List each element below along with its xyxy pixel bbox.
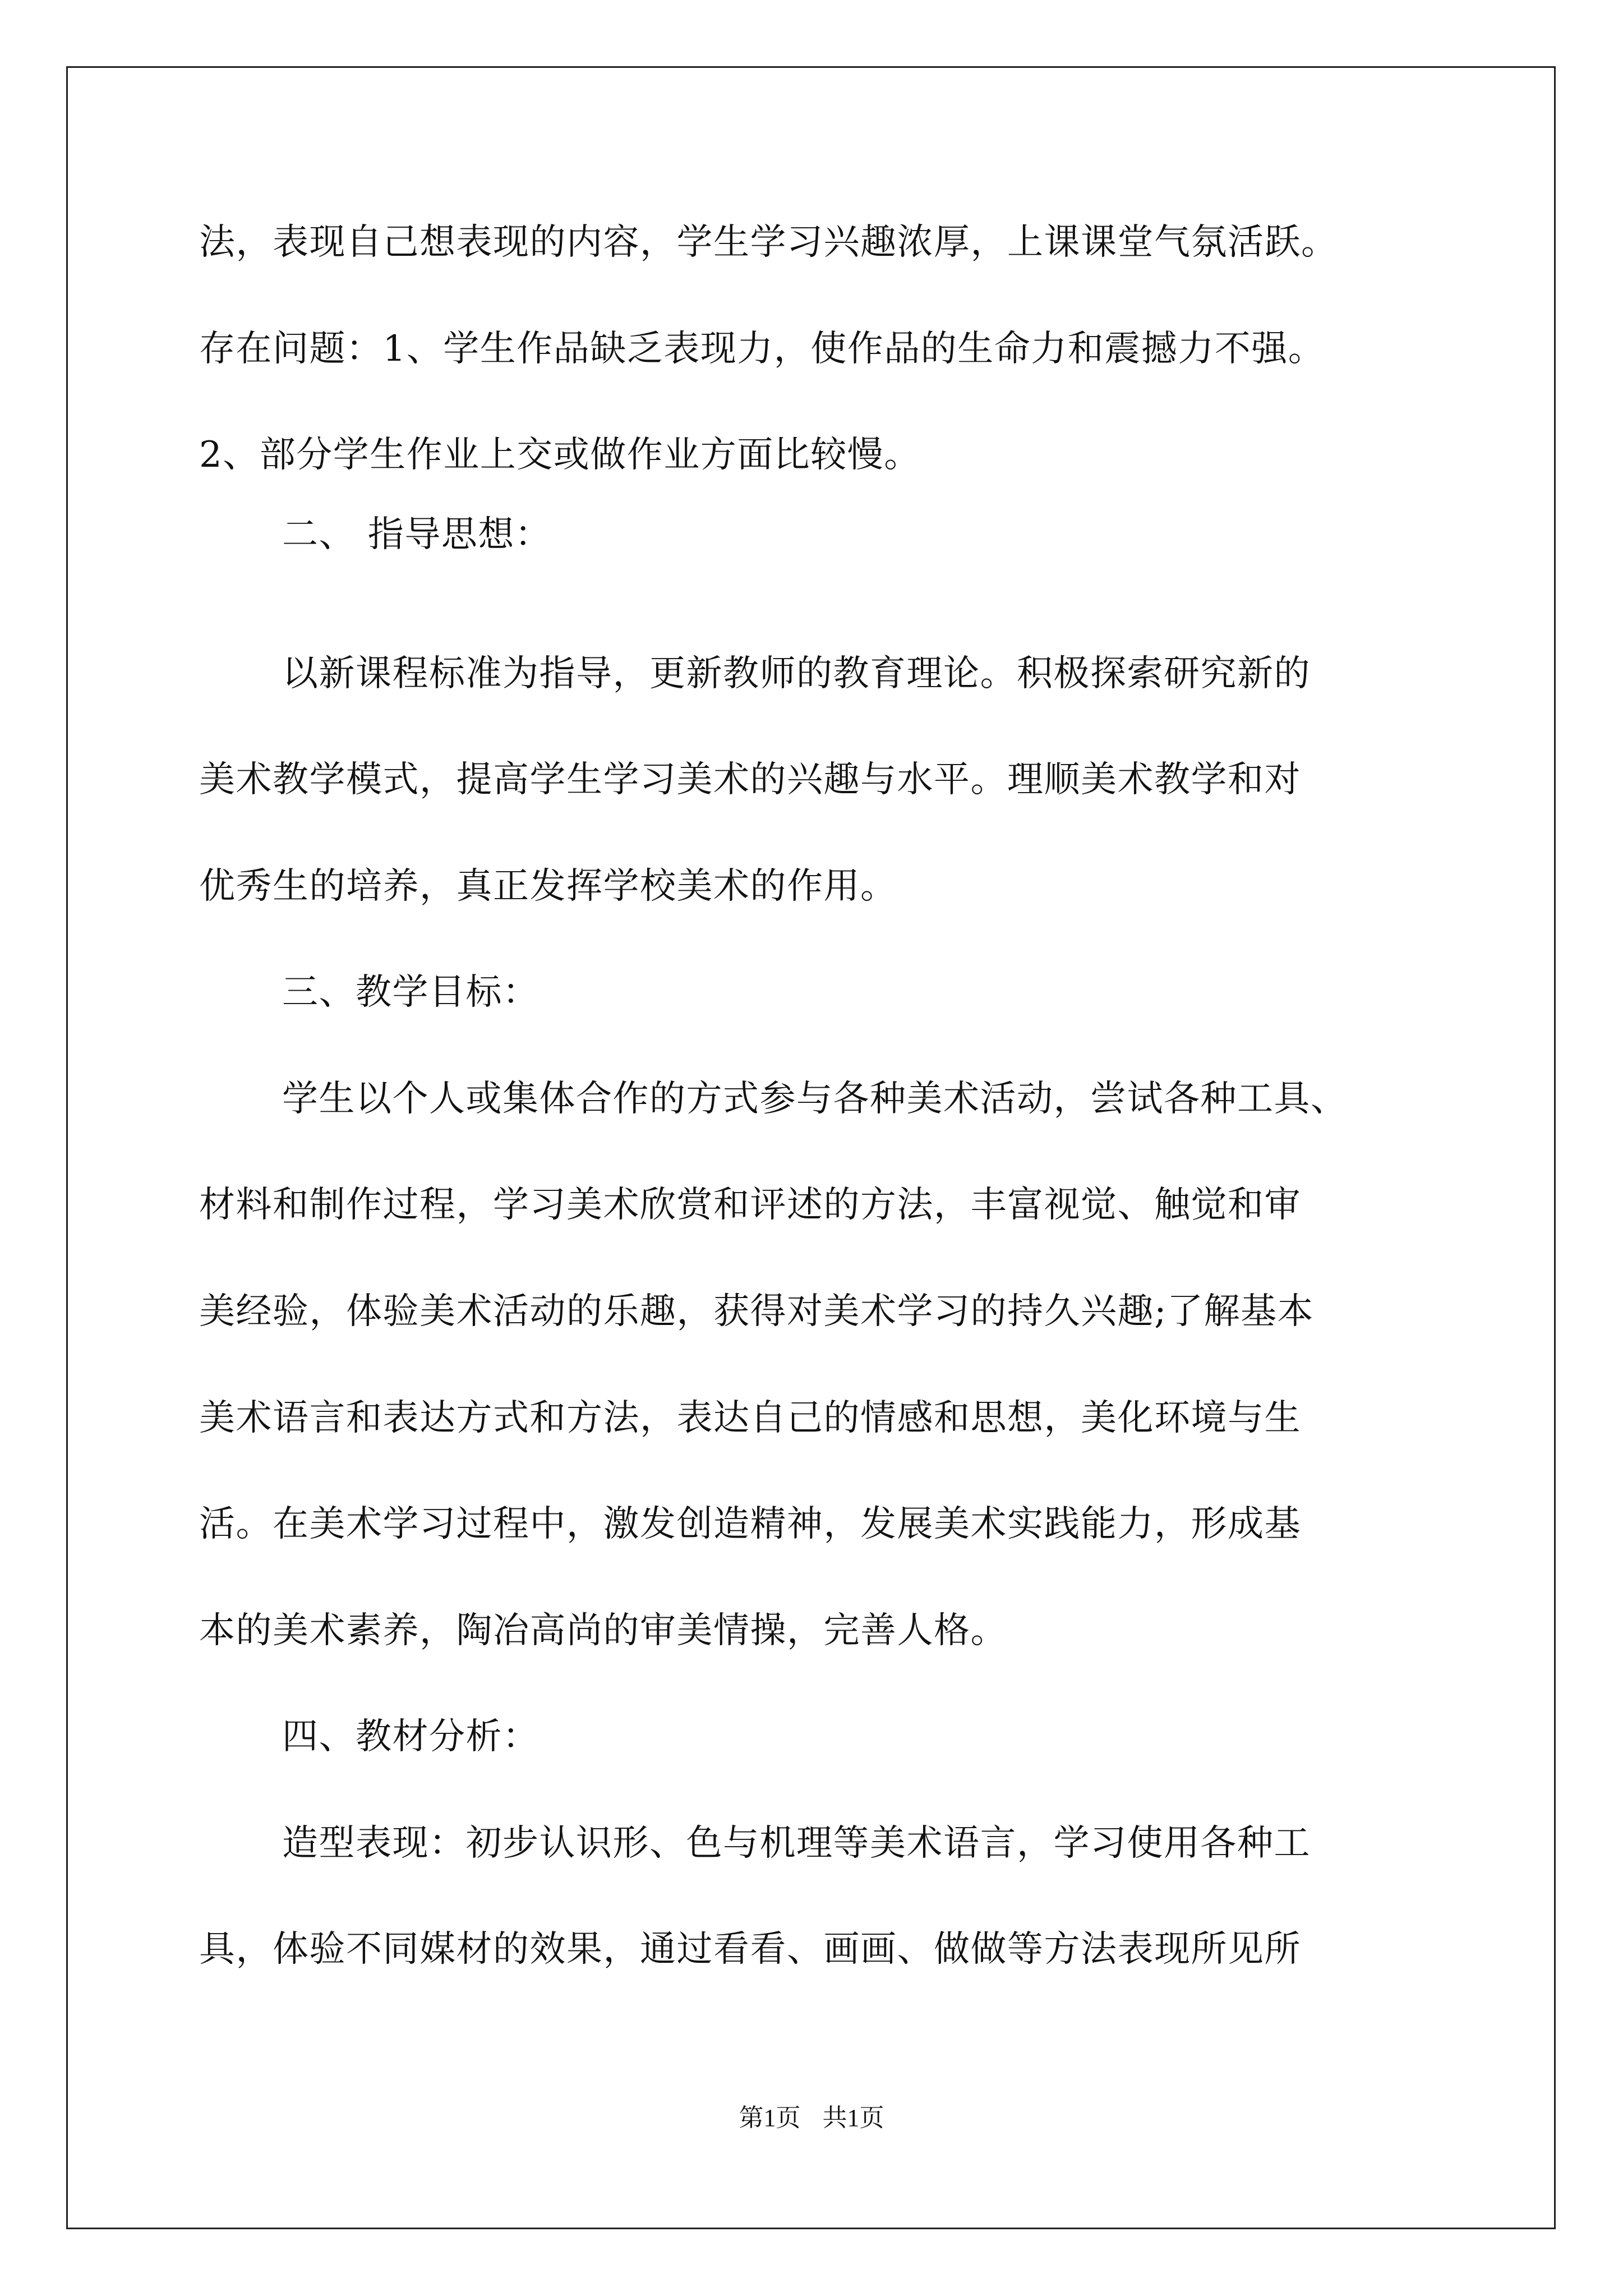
text-line: 本的美术素养，陶冶高尚的审美情操，完善人格。 [199, 1610, 1007, 1651]
text-line: 材料和制作过程，学习美术欣赏和评述的方法，丰富视觉、触觉和审 [199, 1184, 1301, 1226]
text-line: 美术语言和表达方式和方法，表达自己的情感和思想，美化环境与生 [199, 1397, 1301, 1439]
text-line: 法，表现自己想表现的内容，学生学习兴趣浓厚，上课课堂气氛活跃。 [199, 222, 1338, 263]
page-border [66, 66, 1556, 2229]
text-line: 美术教学模式，提高学生学习美术的兴趣与水平。理顺美术教学和对 [199, 759, 1301, 800]
text-line: 学生以个人或集体合作的方式参与各种美术活动，尝试各种工具、 [282, 1078, 1348, 1120]
text-line: 优秀生的培养，真正发挥学校美术的作用。 [199, 866, 897, 907]
page-footer [0, 2102, 1623, 2134]
text-line: 存在问题：1、学生作品缺乏表现力，使作品的生命力和震撼力不强。 [199, 328, 1325, 370]
text-line: 具，体验不同媒材的效果，通过看看、画画、做做等方法表现所见所 [199, 1929, 1301, 1970]
section-heading: 二、 指导思想： [282, 514, 552, 555]
text-line: 2、部分学生作业上交或做作业方面比较慢。 [199, 434, 921, 476]
section-heading: 三、教学目标： [282, 972, 540, 1013]
text-line: 活。在美术学习过程中，激发创造精神，发展美术实践能力，形成基 [199, 1503, 1301, 1545]
text-line: 美经验，体验美术活动的乐趣，获得对美术学习的持久兴趣;了解基本 [199, 1291, 1315, 1332]
page-total: 共1页 [822, 2104, 884, 2132]
text-line: 以新课程标准为指导，更新教师的教育理论。积极探索研究新的 [282, 653, 1311, 694]
section-heading: 四、教材分析： [282, 1716, 540, 1757]
page-number: 第1页 [739, 2104, 801, 2132]
text-line: 造型表现：初步认识形、色与机理等美术语言，学习使用各种工 [282, 1823, 1311, 1864]
